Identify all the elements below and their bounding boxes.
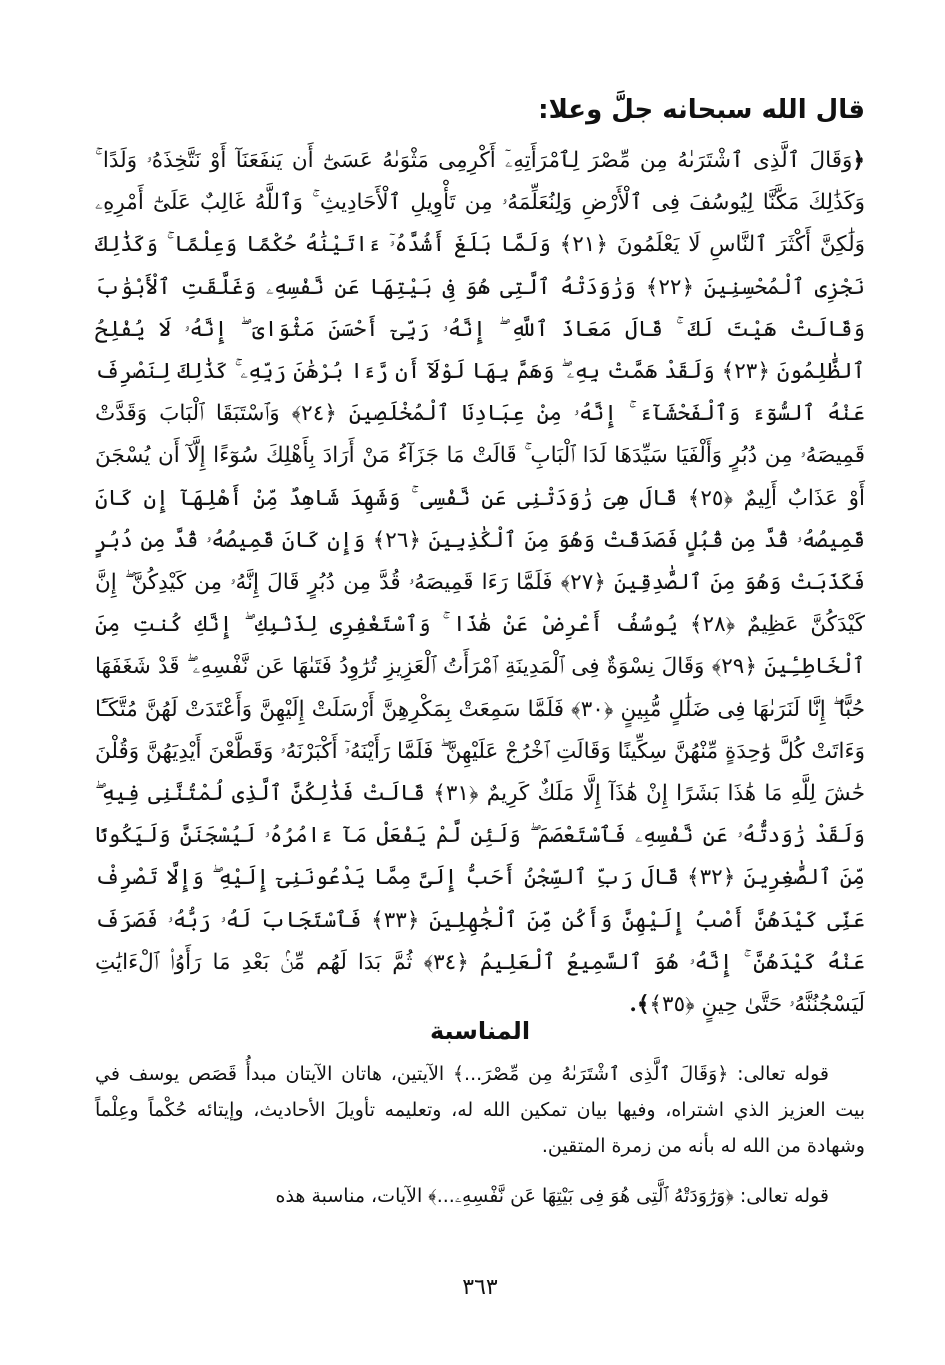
page-number: ٣٦٣	[462, 1275, 498, 1300]
quran-open-bracket: ﴿	[852, 148, 865, 173]
intro-heading: قال الله سبحانه جلَّ وعلا:	[538, 95, 865, 125]
book-page	[95, 80, 865, 1300]
quran-passage	[95, 140, 866, 1018]
quran-verses-text: وَقَالَ ٱلَّذِى ٱشْتَرَىٰهُ مِن مِّصْرَ لِٱمْرَأَتِهِۦٓ أَكْرِمِى مَثْوَىٰهُ عَسَىٰٓ أَن يَنفَعَنَآ أَوْ نَتَّخِذَهُۥ وَلَدًا ۚ وَكَذَٰلِكَ مَكَّنَّا لِيُوسُفَ فِى ٱلْأَرْضِ وَلِنُعَلِّمَهُۥ مِن تَأْوِيلِ ٱلْأَحَادِيثِ ۚ وَٱللَّهُ غَالِبٌ عَلَىٰٓ أَمْرِهِۦ وَلَٰكِنَّ أَكْثَرَ ٱلنَّاسِ لَا يَعْلَمُونَ ﴿٢١﴾ وَلَمَّا بَلَغَ أَشُدَّهُۥٓ ءَاتَيْنَٰهُ حُكْمًا وَعِلْمًا ۚ وَكَذَٰلِكَ نَجْزِى ٱلْمُحْسِنِينَ ﴿٢٢﴾ وَرَٰوَدَتْهُ ٱلَّتِى هُوَ فِى بَيْتِهَا عَن نَّفْسِهِۦ وَغَلَّقَتِ ٱلْأَبْوَٰبَ وَقَالَتْ هَيْتَ لَكَ ۚ قَالَ مَعَاذَ ٱللَّهِ ۖ إِنَّهُۥ رَبِّىٓ أَحْسَنَ مَثْوَاىَ ۖ إِنَّهُۥ لَا يُفْلِحُ ٱلظَّٰلِمُونَ ﴿٢٣﴾ وَلَقَدْ هَمَّتْ بِهِۦ ۖ وَهَمَّ بِهَا لَوْلَآ أَن رَّءَا بُرْهَٰنَ رَبِّهِۦ ۚ كَذَٰلِكَ لِنَصْرِفَ عَنْهُ ٱلسُّوٓءَ وَٱلْفَحْشَآءَ ۚ إِنَّهُۥ مِنْ عِبَادِنَا ٱلْمُخْلَصِينَ ﴿٢٤﴾ وَٱسْتَبَقَا ٱلْبَابَ وَقَدَّتْ قَمِيصَهُۥ مِن دُبُرٍ وَأَلْفَيَا سَيِّدَهَا لَدَا ٱلْبَابِ ۚ قَالَتْ مَا جَزَآءُ مَنْ أَرَادَ بِأَهْلِكَ سُوٓءًا إِلَّآ أَن يُسْجَنَ أَوْ عَذَابٌ أَلِيمٌ ﴿٢٥﴾ قَالَ هِىَ رَٰوَدَتْنِى عَن نَّفْسِى ۚ وَشَهِدَ شَاهِدٌ مِّنْ أَهْلِهَآ إِن كَانَ قَمِيصُهُۥ قُدَّ مِن قُبُلٍ فَصَدَقَتْ وَهُوَ مِنَ ٱلْكَٰذِبِينَ ﴿٢٦﴾ وَإِن كَانَ قَمِيصُهُۥ قُدَّ مِن دُبُرٍ فَكَذَبَتْ وَهُوَ مِنَ ٱلصَّٰدِقِينَ ﴿٢٧﴾ فَلَمَّا رَءَا قَمِيصَهُۥ قُدَّ مِن دُبُرٍ قَالَ إِنَّهُۥ مِن كَيْدِكُنَّ ۖ إِنَّ كَيْدَكُنَّ عَظِيمٌ ﴿٢٨﴾ يُوسُفُ أَعْرِضْ عَنْ هَٰذَا ۚ وَٱسْتَغْفِرِى لِذَنۢبِكِ ۖ إِنَّكِ كُنتِ مِنَ ٱلْخَاطِـِٔينَ ﴿٢٩﴾ وَقَالَ نِسْوَةٌ فِى ٱلْمَدِينَةِ ٱمْرَأَتُ ٱلْعَزِيزِ تُرَٰوِدُ فَتَىٰهَا عَن نَّفْسِهِۦ ۖ قَدْ شَغَفَهَا حُبًّا ۖ إِنَّا لَنَرَىٰهَا فِى ضَلَٰلٍ مُّبِينٍ ﴿٣٠﴾ فَلَمَّا سَمِعَتْ بِمَكْرِهِنَّ أَرْسَلَتْ إِلَيْهِنَّ وَأَعْتَدَتْ لَهُنَّ مُتَّكَـًٔا وَءَاتَتْ كُلَّ وَٰحِدَةٍ مِّنْهُنَّ سِكِّينًا وَقَالَتِ ٱخْرُجْ عَلَيْهِنَّ ۖ فَلَمَّا رَأَيْنَهُۥٓ أَكْبَرْنَهُۥ وَقَطَّعْنَ أَيْدِيَهُنَّ وَقُلْنَ حَٰشَ لِلَّهِ مَا هَٰذَا بَشَرًا إِنْ هَٰذَآ إِلَّا مَلَكٌ كَرِيمٌ ﴿٣١﴾ قَالَتْ فَذَٰلِكُنَّ ٱلَّذِى لُمْتُنَّنِى فِيهِ ۖ وَلَقَدْ رَٰوَدتُّهُۥ عَن نَّفْسِهِۦ فَٱسْتَعْصَمَ ۖ وَلَئِن لَّمْ يَفْعَلْ مَآ ءَامُرُهُۥ لَيُسْجَنَنَّ وَلَيَكُونًا مِّنَ ٱلصَّٰغِرِينَ ﴿٣٢﴾ قَالَ رَبِّ ٱلسِّجْنُ أَحَبُّ إِلَىَّ مِمَّا يَدْعُونَنِىٓ إِلَيْهِ ۖ وَإِلَّا تَصْرِفْ عَنِّى كَيْدَهُنَّ أَصْبُ إِلَيْهِنَّ وَأَكُن مِّنَ ٱلْجَٰهِلِينَ ﴿٣٣﴾ فَٱسْتَجَابَ لَهُۥ رَبُّهُۥ فَصَرَفَ عَنْهُ كَيْدَهُنَّ ۚ إِنَّهُۥ هُوَ ٱلسَّمِيعُ ٱلْعَلِيمُ ﴿٣٤﴾ ثُمَّ بَدَا لَهُم مِّنۢ بَعْدِ مَا رَأَوُا۟ ٱلْءَايَٰتِ لَيَسْجُنُنَّهُۥ حَتَّىٰ حِينٍ ﴿٣٥﴾	[95, 148, 866, 1018]
section-title: المناسبة	[429, 1017, 531, 1045]
quran-close-bracket: ﴾.	[629, 992, 650, 1018]
commentary-paragraph: قوله تعالى: ﴿وَرَٰوَدَتْهُ ٱلَّتِى هُوَ فِى بَيْتِهَا عَن نَّفْسِهِۦ...﴾ الآيات، مناسبة هذه	[275, 1185, 829, 1207]
commentary-paragraph: قوله تعالى: ﴿وَقَالَ ٱلَّذِى ٱشْتَرَىٰهُ مِن مِّصْرَ...﴾ الآيتين، هاتان الآيتان مبدأُ قَصَص يوسف في بيت العزيز الذي اشتراه، وفيها بيان تمكين الله له، وتعليمه تأويلَ الأحاديث، وإيتائه حُكْماً وعِلْماً وشهادة من الله له بأنه من زمرة المتقين.	[95, 1063, 865, 1157]
